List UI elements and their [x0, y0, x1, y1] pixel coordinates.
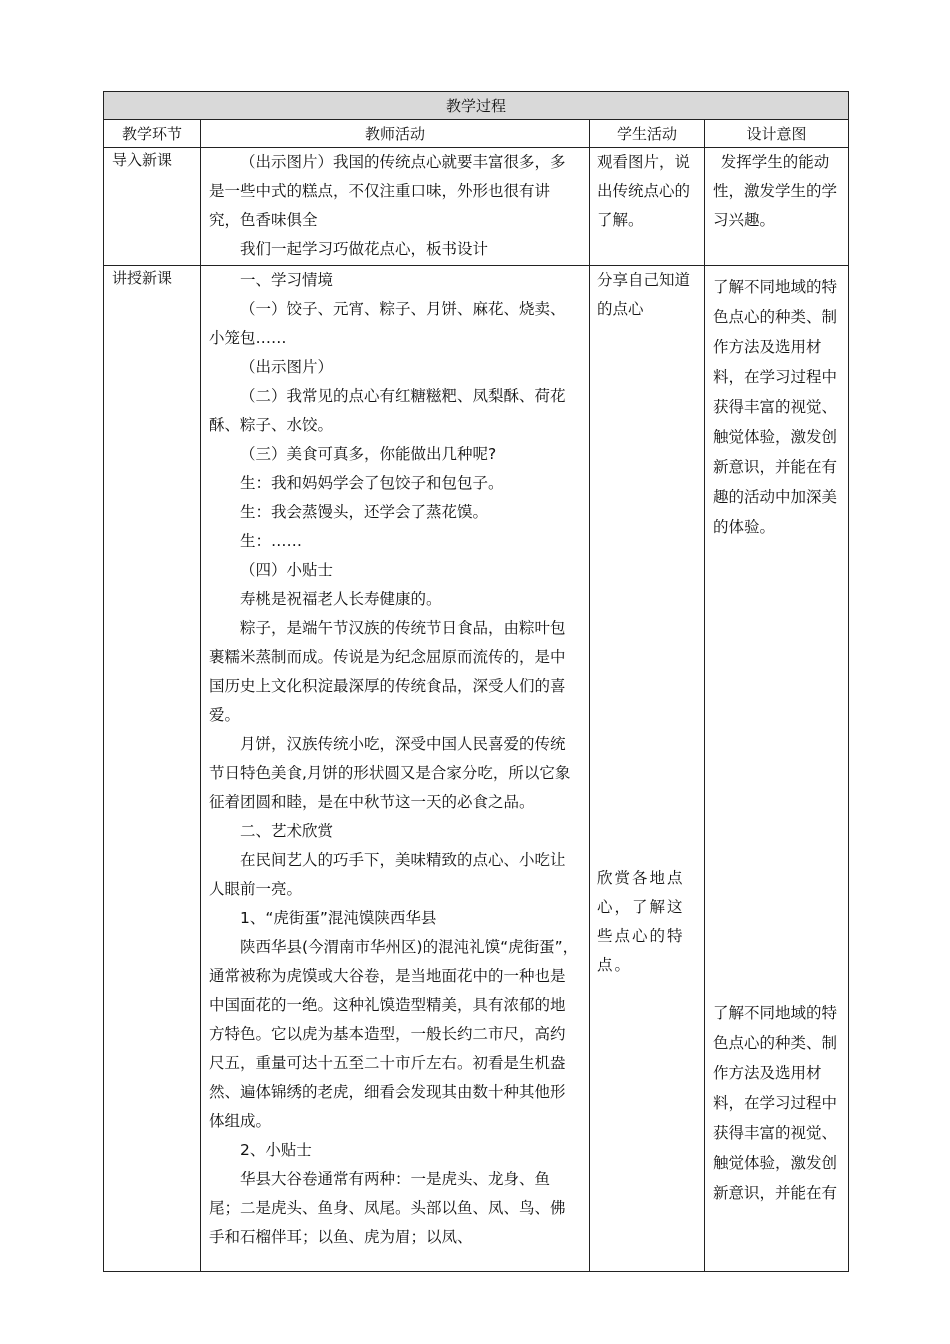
teacher-paragraph: 二、艺术欣赏 [240, 822, 334, 840]
design-cell-lecture [705, 266, 849, 1272]
table-title-row [104, 92, 849, 120]
teaching-process-table [103, 91, 849, 1272]
teacher-paragraph: （出示图片） [240, 358, 334, 376]
table-header-row [104, 120, 849, 148]
design-cell-intro [705, 148, 849, 266]
teacher-paragraph: （四）小贴士 [240, 561, 334, 579]
teacher-cell-lecture [201, 266, 590, 1272]
design-intent-2: 了解不同地域的特色点心的种类、制作方法及选用材料，在学习过程中获得丰富的视觉、触觉体验，激发创新意识，并能在有 [713, 1004, 838, 1202]
student-activity-2: 欣赏各地点心，了解这些点心的特点。 [597, 869, 685, 974]
teacher-paragraph: 2、小贴士 [240, 1141, 312, 1159]
teacher-paragraph: （出示图片）我国的传统点心就要丰富很多，多是一些中式的糕点，不仅注重口味，外形也很有讲究，色香味俱全 [209, 153, 566, 229]
teacher-paragraph: 生：我会蒸馒头，还学会了蒸花馍。 [240, 503, 489, 521]
student-cell-intro [590, 148, 705, 266]
table-row-lecture [104, 266, 849, 1272]
teacher-paragraph: 粽子，是端午节汉族的传统节日食品，由粽叶包裹糯米蒸制而成。传说是为纪念屈原而流传的，是中国历史上文化积淀最深厚的传统食品，深受人们的喜爱。 [209, 619, 566, 724]
student-activity-1: 分享自己知道的点心 [597, 271, 691, 318]
teacher-paragraph: 寿桃是祝福老人长寿健康的。 [240, 590, 442, 608]
stage-label-lecture: 讲授新课 [112, 269, 173, 287]
header-teacher: 教师活动 [201, 120, 590, 148]
header-student: 学生活动 [590, 120, 705, 148]
teacher-paragraph: 一、学习情境 [240, 271, 334, 289]
design-intent-1: 了解不同地域的特色点心的种类、制作方法及选用材料，在学习过程中获得丰富的视觉、触觉体验，激发创新意识，并能在有趣的活动中加深美的体验。 [713, 278, 838, 536]
teacher-paragraph: 我们一起学习巧做花点心，板书设计 [240, 240, 489, 258]
teacher-paragraph: 月饼，汉族传统小吃，深受中国人民喜爱的传统节日特色美食,月饼的形状圆又是合家分吃，所以它象征着团圆和睦，是在中秋节这一天的必食之品。 [209, 735, 571, 811]
table-title: 教学过程 [104, 92, 849, 120]
stage-cell-intro [104, 148, 201, 266]
teacher-paragraph: 华县大谷卷通常有两种：一是虎头、龙身、鱼尾；二是虎头、鱼身、凤尾。头部以鱼、凤、鸟、佛手和石榴伴耳；以鱼、虎为眉；以凤、 [209, 1170, 566, 1246]
teacher-paragraph: （一）饺子、元宵、粽子、月饼、麻花、烧卖、小笼包…… [209, 300, 566, 347]
teacher-paragraph: 在民间艺人的巧手下，美味精致的点心、小吃让人眼前一亮。 [209, 851, 566, 898]
stage-label-intro: 导入新课 [112, 151, 173, 169]
teacher-cell-intro [201, 148, 590, 266]
design-intent-intro: 发挥学生的能动性，激发学生的学习兴趣。 [713, 153, 838, 229]
header-stage: 教学环节 [104, 120, 201, 148]
table-row-intro [104, 148, 849, 266]
teacher-paragraph: 陕西华县(今渭南市华州区)的混沌礼馍“虎街蛋”，通常被称为虎馍或大谷卷，是当地面花中的一种也是中国面花的一绝。这种礼馍造型精美，具有浓郁的地方特色。它以虎为基本造型，一般长约二市尺，高约尺五，重量可达十五至二十市斤左右。初看是生机盎然、遍体锦绣的老虎，细看会发现其由数十种其他形体组成。 [209, 938, 579, 1130]
teacher-paragraph: 1、“虎街蛋”混沌馍陕西华县 [240, 909, 437, 927]
teacher-paragraph: 生：…… [240, 532, 303, 550]
teacher-paragraph: （二）我常见的点心有红糖糍粑、凤梨酥、荷花酥、粽子、水饺。 [209, 387, 566, 434]
stage-cell-lecture [104, 266, 201, 1272]
student-activity-intro: 观看图片，说出传统点心的了解。 [597, 153, 691, 229]
teacher-paragraph: （三）美食可真多，你能做出几种呢? [240, 445, 497, 463]
student-cell-lecture [590, 266, 705, 1272]
header-design: 设计意图 [705, 120, 849, 148]
teacher-paragraph: 生：我和妈妈学会了包饺子和包包子。 [240, 474, 504, 492]
